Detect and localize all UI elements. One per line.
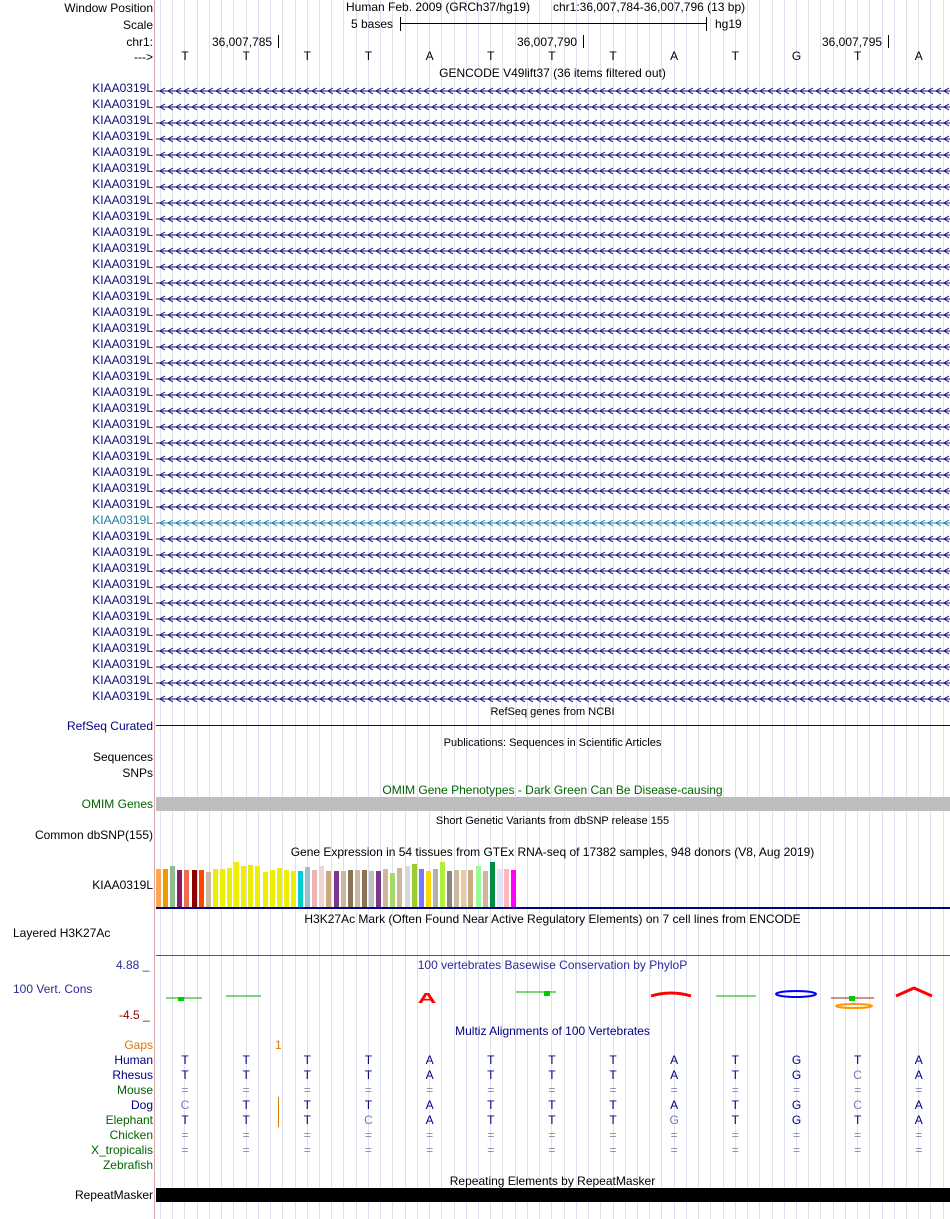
- multiz-base: =: [548, 1128, 556, 1142]
- dna-base: T: [364, 49, 373, 63]
- multiz-base: T: [181, 1113, 189, 1127]
- gencode-gene-label[interactable]: KIAA0319L: [92, 161, 153, 175]
- multiz-base: =: [915, 1083, 923, 1097]
- gencode-gene-label[interactable]: KIAA0319L: [92, 241, 153, 255]
- gtex-tissue-bar[interactable]: [483, 871, 488, 907]
- multiz-base: T: [853, 1113, 862, 1127]
- gencode-gene-feature[interactable]: [156, 197, 950, 206]
- gtex-tissue-bar[interactable]: [277, 868, 282, 907]
- multiz-base: T: [487, 1053, 495, 1067]
- multiz-base: T: [609, 1113, 617, 1127]
- gencode-gene-label[interactable]: KIAA0319L: [92, 641, 153, 655]
- gtex-tissue-bar[interactable]: [490, 862, 495, 907]
- coord-label-2: 36,007,790: [517, 35, 578, 49]
- gtex-tissue-bar[interactable]: [419, 869, 424, 907]
- assembly-label: Human Feb. 2009 (GRCh37/hg19): [346, 0, 531, 14]
- multiz-base: T: [548, 1068, 556, 1082]
- gtex-tissue-bar[interactable]: [433, 869, 438, 907]
- multiz-species-label[interactable]: Dog: [130, 1098, 153, 1112]
- cons-logo-A-1: A: [417, 990, 437, 1007]
- multiz-base: T: [487, 1068, 495, 1082]
- publications-title: Publications: Sequences in Scientific Articles: [443, 737, 662, 749]
- gtex-tissue-bar[interactable]: [263, 872, 268, 907]
- gtex-tissue-bar[interactable]: [213, 869, 218, 907]
- gencode-gene-label[interactable]: KIAA0319L: [92, 417, 153, 431]
- gtex-tissue-bar[interactable]: [504, 869, 509, 907]
- gencode-gene-label[interactable]: KIAA0319L: [92, 273, 153, 287]
- gencode-gene-label[interactable]: KIAA0319L: [92, 81, 153, 95]
- gtex-tissue-bar[interactable]: [298, 871, 303, 907]
- gencode-gene-feature[interactable]: [156, 373, 950, 382]
- multiz-base: =: [181, 1083, 189, 1097]
- multiz-species-label[interactable]: Mouse: [116, 1083, 153, 1097]
- multiz-base: T: [487, 1113, 495, 1127]
- gencode-gene-feature[interactable]: [156, 533, 950, 542]
- gencode-gene-feature[interactable]: [156, 133, 950, 142]
- gencode-gene-feature[interactable]: [156, 405, 950, 414]
- gencode-gene-label[interactable]: KIAA0319L: [92, 673, 153, 687]
- gencode-gene-feature[interactable]: [156, 565, 950, 574]
- multiz-base: A: [914, 1113, 923, 1127]
- multiz-base: =: [609, 1128, 617, 1142]
- omim-feature-bar[interactable]: [156, 797, 950, 811]
- coord-tick-1: [278, 35, 279, 48]
- gap-marker: [278, 1097, 279, 1127]
- gencode-gene-feature[interactable]: [156, 245, 950, 254]
- dna-base: T: [548, 49, 556, 63]
- omim-title: OMIM Gene Phenotypes - Dark Green Can Be Disease-causing: [382, 783, 723, 797]
- gtex-tissue-bar[interactable]: [227, 868, 232, 907]
- multiz-base: =: [792, 1143, 800, 1157]
- multiz-base: =: [854, 1083, 862, 1097]
- gencode-gene-feature[interactable]: [156, 581, 950, 590]
- gtex-tissue-bar[interactable]: [348, 870, 353, 907]
- gencode-gene-label[interactable]: KIAA0319L: [92, 353, 153, 367]
- gencode-gene-label[interactable]: KIAA0319L: [92, 545, 153, 559]
- multiz-base: T: [731, 1053, 740, 1067]
- gencode-gene-feature[interactable]: [156, 357, 950, 366]
- multiz-species-label[interactable]: Elephant: [105, 1113, 153, 1127]
- dbsnp-title: Short Genetic Variants from dbSNP release 155: [435, 815, 670, 827]
- gencode-gene-label[interactable]: KIAA0319L: [92, 481, 153, 495]
- multiz-base: A: [670, 1098, 679, 1112]
- multiz-base: =: [487, 1128, 495, 1142]
- multiz-base: T: [487, 1098, 495, 1112]
- multiz-base: T: [364, 1098, 373, 1112]
- multiz-base: A: [914, 1098, 923, 1112]
- gencode-gene-feature[interactable]: [156, 341, 950, 350]
- scale-bases-text: 5 bases: [351, 17, 394, 31]
- gencode-gene-label[interactable]: KIAA0319L: [92, 577, 153, 591]
- gtex-tissue-bar[interactable]: [284, 870, 289, 907]
- gencode-gene-feature[interactable]: [156, 261, 950, 270]
- multiz-base: G: [791, 1098, 802, 1112]
- gtex-tissue-bar[interactable]: [291, 871, 296, 907]
- gencode-gene-feature[interactable]: [156, 677, 950, 686]
- gencode-gene-label[interactable]: KIAA0319L: [92, 689, 153, 703]
- position-label[interactable]: chr1:36,007,784-36,007,796 (13 bp): [553, 0, 746, 14]
- gencode-gene-feature[interactable]: [156, 181, 950, 190]
- multiz-species-label[interactable]: Chicken: [109, 1128, 153, 1142]
- multiz-base: T: [548, 1053, 556, 1067]
- publications-snps-label[interactable]: SNPs: [122, 766, 153, 780]
- multiz-base: C: [180, 1098, 190, 1112]
- gencode-title: GENCODE V49lift37 (36 items filtered out): [439, 66, 666, 80]
- multiz-base: T: [303, 1068, 311, 1082]
- gtex-tissue-bar[interactable]: [170, 866, 175, 907]
- gencode-gene-label[interactable]: KIAA0319L: [92, 625, 153, 639]
- h3k27ac-label[interactable]: Layered H3K27Ac: [13, 926, 111, 940]
- cons-title: 100 vertebrates Basewise Conservation by PhyloP: [417, 958, 688, 972]
- gencode-gene-label[interactable]: KIAA0319L: [92, 385, 153, 399]
- multiz-base: =: [364, 1128, 372, 1142]
- dna-base: T: [731, 49, 740, 63]
- multiz-base: G: [791, 1068, 802, 1082]
- gencode-gene-label[interactable]: KIAA0319L: [92, 561, 153, 575]
- gtex-tissue-bar[interactable]: [341, 871, 346, 907]
- multiz-base: T: [609, 1053, 617, 1067]
- gencode-gene-feature[interactable]: [156, 597, 950, 606]
- multiz-base: =: [242, 1128, 250, 1142]
- dbsnp-label[interactable]: Common dbSNP(155): [34, 828, 153, 842]
- gaps-label[interactable]: Gaps: [124, 1038, 153, 1052]
- dna-base: T: [303, 49, 311, 63]
- multiz-base: A: [425, 1068, 434, 1082]
- omim-label[interactable]: OMIM Genes: [81, 797, 153, 811]
- gencode-gene-label[interactable]: KIAA0319L: [92, 529, 153, 543]
- multiz-base: =: [670, 1083, 678, 1097]
- coord-label-1: 36,007,785: [212, 35, 273, 49]
- multiz-base: T: [303, 1098, 311, 1112]
- cons-peak-2: [544, 991, 550, 996]
- multiz-base: =: [792, 1128, 800, 1142]
- multiz-base: =: [731, 1128, 739, 1142]
- chromosome-label: chr1:: [126, 35, 153, 49]
- gtex-tissue-bar[interactable]: [192, 870, 197, 907]
- multiz-base: T: [609, 1098, 617, 1112]
- gencode-gene-feature[interactable]: [156, 293, 950, 302]
- gencode-gene-label[interactable]: KIAA0319L: [92, 449, 153, 463]
- gtex-tissue-bar[interactable]: [447, 871, 452, 907]
- gencode-gene-feature[interactable]: [156, 277, 950, 286]
- gtex-tissue-bar[interactable]: [362, 870, 367, 907]
- gtex-tissue-bar[interactable]: [156, 869, 161, 907]
- gtex-tissue-bar[interactable]: [405, 866, 410, 907]
- gtex-tissue-bar[interactable]: [369, 871, 374, 907]
- multiz-base: =: [242, 1083, 250, 1097]
- gencode-gene-label[interactable]: KIAA0319L: [92, 513, 153, 527]
- multiz-base: =: [670, 1128, 678, 1142]
- gtex-tissue-bar[interactable]: [511, 870, 516, 907]
- dna-base: T: [609, 49, 617, 63]
- gtex-tissue-bar[interactable]: [199, 870, 204, 907]
- gtex-tissue-bar[interactable]: [454, 870, 459, 907]
- gtex-tissue-bar[interactable]: [468, 870, 473, 907]
- gtex-tissue-bar[interactable]: [220, 869, 225, 907]
- dna-base: T: [487, 49, 495, 63]
- gtex-tissue-bar[interactable]: [241, 866, 246, 907]
- cons-logo-A-2: [651, 993, 691, 996]
- multiz-base: T: [609, 1068, 617, 1082]
- multiz-base: T: [731, 1068, 740, 1082]
- gtex-tissue-bar[interactable]: [312, 870, 317, 907]
- gtex-tissue-bar[interactable]: [497, 869, 502, 907]
- gencode-gene-feature[interactable]: [156, 693, 950, 702]
- multiz-base: =: [731, 1143, 739, 1157]
- multiz-base: C: [853, 1068, 862, 1082]
- multiz-base: =: [854, 1143, 862, 1157]
- gencode-gene-label[interactable]: KIAA0319L: [92, 497, 153, 511]
- gencode-gene-label[interactable]: KIAA0319L: [92, 257, 153, 271]
- scale-label: Scale: [122, 18, 153, 32]
- multiz-base: =: [548, 1083, 556, 1097]
- gencode-gene-label[interactable]: KIAA0319L: [92, 129, 153, 143]
- gencode-gene-label[interactable]: KIAA0319L: [92, 177, 153, 191]
- gtex-tissue-bar[interactable]: [461, 870, 466, 907]
- multiz-base: A: [670, 1053, 679, 1067]
- cons-max-label: 4.88 _: [116, 958, 150, 972]
- gencode-gene-label[interactable]: KIAA0319L: [92, 209, 153, 223]
- multiz-base: =: [426, 1143, 434, 1157]
- multiz-base: T: [303, 1053, 311, 1067]
- multiz-base: T: [242, 1098, 250, 1112]
- gencode-gene-label[interactable]: KIAA0319L: [92, 369, 153, 383]
- cons-logo-A-3: [896, 988, 932, 996]
- gtex-tissue-bar[interactable]: [326, 871, 331, 907]
- coord-tick-2: [583, 35, 584, 48]
- gtex-tissue-bar[interactable]: [270, 870, 275, 907]
- gencode-gene-label[interactable]: KIAA0319L: [92, 145, 153, 159]
- multiz-base: G: [669, 1113, 679, 1127]
- cons-label[interactable]: 100 Vert. Cons: [13, 982, 93, 996]
- gencode-gene-feature[interactable]: [156, 645, 950, 654]
- gencode-gene-feature[interactable]: [156, 101, 950, 110]
- cons-peak-3: [849, 996, 855, 1001]
- multiz-base: =: [181, 1128, 189, 1142]
- gencode-gene-label[interactable]: KIAA0319L: [92, 289, 153, 303]
- gtex-tissue-bar[interactable]: [206, 872, 211, 907]
- multiz-species-label[interactable]: Human: [114, 1053, 153, 1067]
- h3k27ac-baseline: [156, 955, 950, 956]
- gtex-tissue-bar[interactable]: [376, 871, 381, 907]
- gencode-gene-feature[interactable]: [156, 229, 950, 238]
- gtex-tissue-bar[interactable]: [184, 870, 189, 907]
- gtex-tissue-bar[interactable]: [163, 869, 168, 907]
- cons-min-label: -4.5 _: [119, 1008, 150, 1022]
- gencode-gene-feature[interactable]: [156, 485, 950, 494]
- gencode-gene-feature[interactable]: [156, 85, 950, 94]
- gencode-gene-feature[interactable]: [156, 437, 950, 446]
- multiz-base: =: [364, 1143, 372, 1157]
- multiz-base: T: [303, 1113, 311, 1127]
- multiz-base: T: [181, 1068, 189, 1082]
- multiz-base: =: [854, 1128, 862, 1142]
- gtex-tissue-bar[interactable]: [334, 871, 339, 907]
- multiz-species-label[interactable]: Rhesus: [112, 1068, 153, 1082]
- multiz-base: =: [487, 1083, 495, 1097]
- multiz-base: T: [731, 1098, 740, 1112]
- dna-base: T: [853, 49, 862, 63]
- gencode-gene-feature[interactable]: [156, 117, 950, 126]
- gencode-gene-label[interactable]: KIAA0319L: [92, 337, 153, 351]
- multiz-base: C: [853, 1098, 862, 1112]
- multiz-base: =: [731, 1083, 739, 1097]
- gtex-title: Gene Expression in 54 tissues from GTEx RNA-seq of 17382 samples, 948 donors (V8, Aug 2019): [290, 845, 815, 859]
- gencode-gene-label[interactable]: KIAA0319L: [92, 657, 153, 671]
- gencode-gene-feature[interactable]: [156, 421, 950, 430]
- multiz-base: T: [548, 1113, 556, 1127]
- gtex-tissue-bar[interactable]: [476, 866, 481, 907]
- gtex-tissue-bar[interactable]: [234, 862, 239, 907]
- multiz-base: T: [242, 1053, 250, 1067]
- gtex-tissue-bar[interactable]: [390, 873, 395, 907]
- multiz-base: =: [670, 1143, 678, 1157]
- multiz-base: A: [914, 1053, 923, 1067]
- gencode-gene-feature[interactable]: [156, 309, 950, 318]
- multiz-base: =: [303, 1128, 311, 1142]
- gencode-gene-label[interactable]: KIAA0319L: [92, 305, 153, 319]
- gencode-gene-feature[interactable]: [156, 213, 950, 222]
- gtex-tissue-bar[interactable]: [355, 870, 360, 907]
- gencode-gene-feature[interactable]: [156, 453, 950, 462]
- multiz-base: T: [364, 1053, 373, 1067]
- gencode-gene-feature[interactable]: [156, 325, 950, 334]
- gencode-gene-feature[interactable]: [156, 149, 950, 158]
- repeatmasker-label[interactable]: RepeatMasker: [74, 1188, 153, 1202]
- gencode-gene-feature[interactable]: [156, 549, 950, 558]
- multiz-base: =: [609, 1143, 617, 1157]
- multiz-base: T: [364, 1068, 373, 1082]
- gtex-tissue-bar[interactable]: [319, 866, 324, 907]
- multiz-base: T: [242, 1113, 250, 1127]
- repeatmasker-feature-bar[interactable]: [156, 1188, 950, 1202]
- dna-base: T: [181, 49, 189, 63]
- gencode-gene-feature[interactable]: [156, 517, 950, 526]
- multiz-base: T: [242, 1068, 250, 1082]
- multiz-base: G: [791, 1053, 802, 1067]
- strand-label: --->: [134, 50, 153, 64]
- gtex-tissue-bar[interactable]: [440, 862, 445, 907]
- gencode-gene-feature[interactable]: [156, 501, 950, 510]
- gtex-tissue-bar[interactable]: [255, 866, 260, 907]
- multiz-base: A: [670, 1068, 679, 1082]
- dna-base: A: [425, 49, 434, 63]
- gtex-tissue-bar[interactable]: [383, 869, 388, 907]
- repeatmasker-title: Repeating Elements by RepeatMasker: [449, 1174, 656, 1188]
- refseq-label[interactable]: RefSeq Curated: [66, 719, 153, 733]
- cons-logo-track[interactable]: [156, 980, 950, 1015]
- gencode-gene-label[interactable]: KIAA0319L: [92, 609, 153, 623]
- dna-base: A: [670, 49, 679, 63]
- gencode-gene-label[interactable]: KIAA0319L: [92, 401, 153, 415]
- multiz-base: C: [364, 1113, 373, 1127]
- multiz-base: T: [853, 1053, 862, 1067]
- multiz-base: =: [487, 1143, 495, 1157]
- multiz-title: Multiz Alignments of 100 Vertebrates: [455, 1024, 650, 1038]
- multiz-species-label[interactable]: Zebrafish: [102, 1158, 153, 1172]
- gtex-gene-label[interactable]: KIAA0319L: [92, 878, 153, 892]
- multiz-base: A: [425, 1053, 434, 1067]
- multiz-base: =: [426, 1128, 434, 1142]
- gencode-gene-label[interactable]: KIAA0319L: [92, 321, 153, 335]
- multiz-base: T: [181, 1053, 189, 1067]
- multiz-base: =: [915, 1128, 923, 1142]
- dna-base: G: [791, 49, 802, 63]
- scale-db-text: hg19: [715, 17, 742, 31]
- gencode-gene-feature[interactable]: [156, 469, 950, 478]
- multiz-base: A: [425, 1098, 434, 1112]
- multiz-base: T: [731, 1113, 740, 1127]
- gencode-gene-label[interactable]: KIAA0319L: [92, 113, 153, 127]
- multiz-base: =: [303, 1083, 311, 1097]
- cons-logo-G: [776, 991, 816, 997]
- dna-base: A: [914, 49, 923, 63]
- gtex-tissue-bar[interactable]: [248, 865, 253, 907]
- scale-bar: [400, 17, 707, 31]
- cons-logo-neg: [836, 1004, 872, 1008]
- gencode-gene-feature[interactable]: [156, 165, 950, 174]
- gtex-tissue-bar[interactable]: [305, 867, 310, 907]
- h3k27ac-title: H3K27Ac Mark (Often Found Near Active Regulatory Elements) on 7 cell lines from ENCODE: [304, 912, 801, 926]
- gencode-gene-label[interactable]: KIAA0319L: [92, 593, 153, 607]
- gtex-gene-baseline: [156, 907, 950, 909]
- gencode-gene-label[interactable]: KIAA0319L: [92, 433, 153, 447]
- gtex-tissue-bar[interactable]: [397, 868, 402, 907]
- multiz-base: A: [425, 1113, 434, 1127]
- multiz-base: =: [609, 1083, 617, 1097]
- dna-base: T: [242, 49, 250, 63]
- multiz-base: =: [364, 1083, 372, 1097]
- window-position-label: Window Position: [64, 1, 153, 15]
- gencode-gene-feature[interactable]: [156, 613, 950, 622]
- gtex-tissue-bar[interactable]: [426, 871, 431, 907]
- gencode-gene-label[interactable]: KIAA0319L: [92, 225, 153, 239]
- multiz-base: =: [181, 1143, 189, 1157]
- refseq-title: RefSeq genes from NCBI: [490, 706, 615, 718]
- multiz-base: =: [242, 1143, 250, 1157]
- gencode-gene-feature[interactable]: [156, 661, 950, 670]
- coord-tick-3: [888, 35, 889, 48]
- multiz-base: =: [426, 1083, 434, 1097]
- publications-sequences-label[interactable]: Sequences: [92, 750, 153, 764]
- gtex-tissue-bar[interactable]: [177, 870, 182, 907]
- multiz-species-label[interactable]: X_tropicalis: [90, 1143, 153, 1157]
- gtex-tissue-bar[interactable]: [412, 864, 417, 907]
- cons-peak-1: [178, 997, 184, 1001]
- multiz-base: =: [792, 1083, 800, 1097]
- gencode-gene-feature[interactable]: [156, 389, 950, 398]
- gencode-gene-feature[interactable]: [156, 629, 950, 638]
- coord-label-3: 36,007,795: [822, 35, 883, 49]
- multiz-base: =: [915, 1143, 923, 1157]
- gencode-gene-label[interactable]: KIAA0319L: [92, 193, 153, 207]
- gaps-value: 1: [275, 1038, 282, 1052]
- multiz-base: =: [303, 1143, 311, 1157]
- gencode-gene-label[interactable]: KIAA0319L: [92, 97, 153, 111]
- refseq-gene-line[interactable]: [156, 725, 950, 726]
- multiz-base: =: [548, 1143, 556, 1157]
- multiz-base: G: [791, 1113, 802, 1127]
- multiz-base: A: [914, 1068, 923, 1082]
- gencode-gene-label[interactable]: KIAA0319L: [92, 465, 153, 479]
- multiz-base: T: [548, 1098, 556, 1112]
